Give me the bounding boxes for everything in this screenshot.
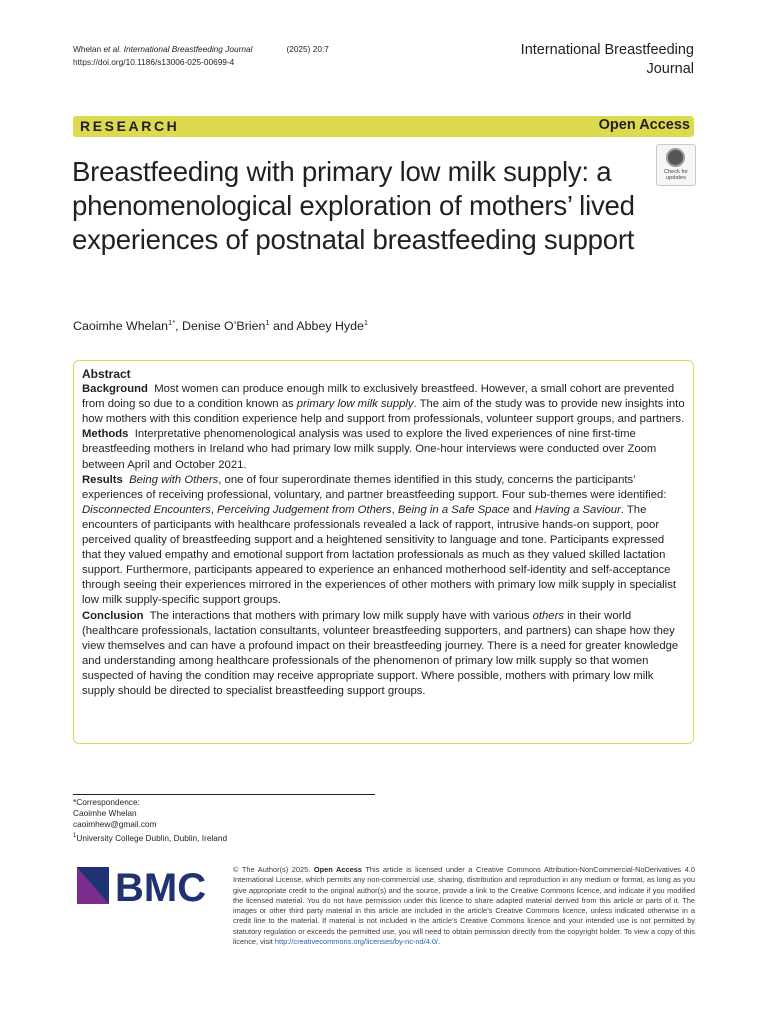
open-access-label: Open Access <box>598 117 690 133</box>
results-text-1: , one of four superordinate themes identified in this study, concerns the participants’ experiences of receiving professional, voluntary, and partner breastfeeding support. Four sub-themes were identified: <box>82 473 667 501</box>
abstract-background <box>82 382 686 427</box>
correspondence-label: *Correspondence: <box>73 797 140 807</box>
licence-link[interactable]: http://creativecommons.org/licenses/by-nc-nd/4.0/ <box>274 937 438 947</box>
licence-end: . <box>437 937 441 947</box>
check-updates-line1: Check for <box>664 169 688 175</box>
article-title: Breastfeeding with primary low milk supply: a phenomenological exploration of mothers’ lived experiences of postnatal breastfeeding support <box>72 156 635 255</box>
citation-year: (2025) 20:7 <box>286 44 329 54</box>
results-text-2: . The encounters of participants with healthcare professionals revealed a lack of rapport, intrusive hands-on support, poor perceived quality of breastfeeding support and a heightened sensitivity to language and tone. Participants expressed that they valued empathy and emotional support from lactation professionals as much as they valued skilled lactation support. Furthermore, participants appeared to experience an enhanced motherhood self-identity and self-acceptance through seeing their experiences mirrored in the experiences of other mothers with primary low milk supply in specialist low milk supply-specific support groups. <box>82 503 676 607</box>
conclusion-italic: others <box>532 609 564 622</box>
footnote-divider <box>73 794 375 795</box>
bmc-logo <box>77 866 222 906</box>
author-2: , Denise O’Brien <box>175 319 266 334</box>
background-label: Background <box>82 383 148 396</box>
author-1-sup: 1* <box>168 318 176 327</box>
abstract-methods <box>82 427 686 472</box>
citation-etal: et al. <box>103 44 122 54</box>
check-for-updates-badge[interactable] <box>656 144 696 186</box>
licence-open-access: Open Access <box>313 865 362 874</box>
results-italic-5: Having a Saviour <box>534 503 621 516</box>
journal-name-line1: International Breastfeeding <box>520 42 694 58</box>
correspondence-email[interactable]: caoimhew@gmail.com <box>73 819 157 830</box>
author-list <box>73 318 368 333</box>
check-updates-line2: updates <box>666 175 686 182</box>
category-bar <box>73 116 694 137</box>
check-updates-icon <box>666 148 685 167</box>
citation-line <box>73 43 329 56</box>
journal-name <box>521 41 694 79</box>
background-text-2: . The aim of the study was to provide new insights into how mothers with this condition experience help and support from professionals, volunteer support groups, and partners. <box>82 398 685 426</box>
abstract-conclusion <box>82 609 686 700</box>
abstract-results <box>82 473 686 609</box>
licence-text <box>233 865 695 947</box>
correspondence-name: Caoimhe Whelan <box>73 808 137 819</box>
abstract-heading: Abstract <box>82 367 131 381</box>
author-3: and Abbey Hyde <box>269 319 364 334</box>
affiliation-sup: 1 <box>73 832 77 839</box>
footnote <box>73 797 227 844</box>
abstract-box <box>73 360 694 744</box>
conclusion-label: Conclusion <box>82 609 144 622</box>
citation-authors: Whelan <box>73 44 104 54</box>
journal-name-line2: Journal <box>646 61 694 77</box>
check-updates-text <box>658 169 694 182</box>
conclusion-text-2: in their world (healthcare professionals, lactation consultants, volunteer breastfeeding supporters, and partners) can shape how they view themselves and can have a profound impact on their breastfeeding journey. There is a need for greater knowledge and understanding among healthcare professionals of the phenomenon of primary low milk supply so that women suspected of having the condition may receive appropriate support. Where possible, mothers with primary low milk supply should be directed to specialist breastfeeding support groups. <box>82 609 679 697</box>
results-comma-2: , <box>391 503 398 516</box>
author-3-sup: 1 <box>363 318 369 327</box>
results-comma-1: , <box>210 503 218 516</box>
results-italic-2: Disconnected Encounters <box>82 503 211 516</box>
results-italic-3: Perceiving Judgement from Others <box>217 503 392 516</box>
licence-body: This article is licensed under a Creative Commons Attribution-NonCommercial-NoDerivatives 4.0 International License, which permits any non-commercial use, sharing, distribution and reproduction in any medium or format, as long as you give appropriate credit to the original author(s) and the source, provide a link to the Creative Commons licence, and indicate if you modified the licensed material. You do not have permission under this licence to share adapted material derived from this article or parts of it. The images or other third party material in this article are included in the article’s Creative Commons licence, unless indicated otherwise in a credit line to the material. If material is not included in the article’s Creative Commons licence and your intended use is not permitted by statutory regulation or exceeds the permitted use, you will need to obtain permission directly from the copyright holder. To view a copy of this licence, visit <box>233 865 695 947</box>
abstract-content <box>82 367 686 699</box>
results-label: Results <box>82 473 123 486</box>
background-italic: primary low milk supply <box>296 398 414 411</box>
methods-text: Interpretative phenomenological analysis was used to explore the lived experiences of nine first-time breastfeeding mothers in Ireland who had primary low milk supply. One-hour interviews were conducted over Zoom between April and October 2021. <box>82 428 657 471</box>
methods-label: Methods <box>82 428 129 441</box>
background-text: Most women can produce enough milk to exclusively breastfeed. However, a small cohort are prevented from doing so due to a condition known as <box>82 383 675 411</box>
results-italic-4: Being in a Safe Space <box>397 503 510 516</box>
results-and: and <box>509 503 535 516</box>
author-2-sup: 1 <box>265 318 270 327</box>
doi-link[interactable]: https://doi.org/10.1186/s13006-025-00699-4 <box>73 57 235 67</box>
results-italic-1: Being with Others <box>129 473 219 486</box>
affiliation-text: University College Dublin, Dublin, Ireland <box>76 832 228 843</box>
citation-header <box>73 43 329 69</box>
author-1: Caoimhe Whelan <box>73 319 169 334</box>
category-label: RESEARCH <box>80 118 180 134</box>
affiliation <box>73 831 227 844</box>
logo-text: BMC <box>115 866 207 906</box>
conclusion-text-1: The interactions that mothers with primary low milk supply have with various <box>149 609 533 622</box>
citation-journal: International Breastfeeding Journal <box>121 44 253 54</box>
licence-copyright: © The Author(s) 2025. <box>233 865 314 874</box>
